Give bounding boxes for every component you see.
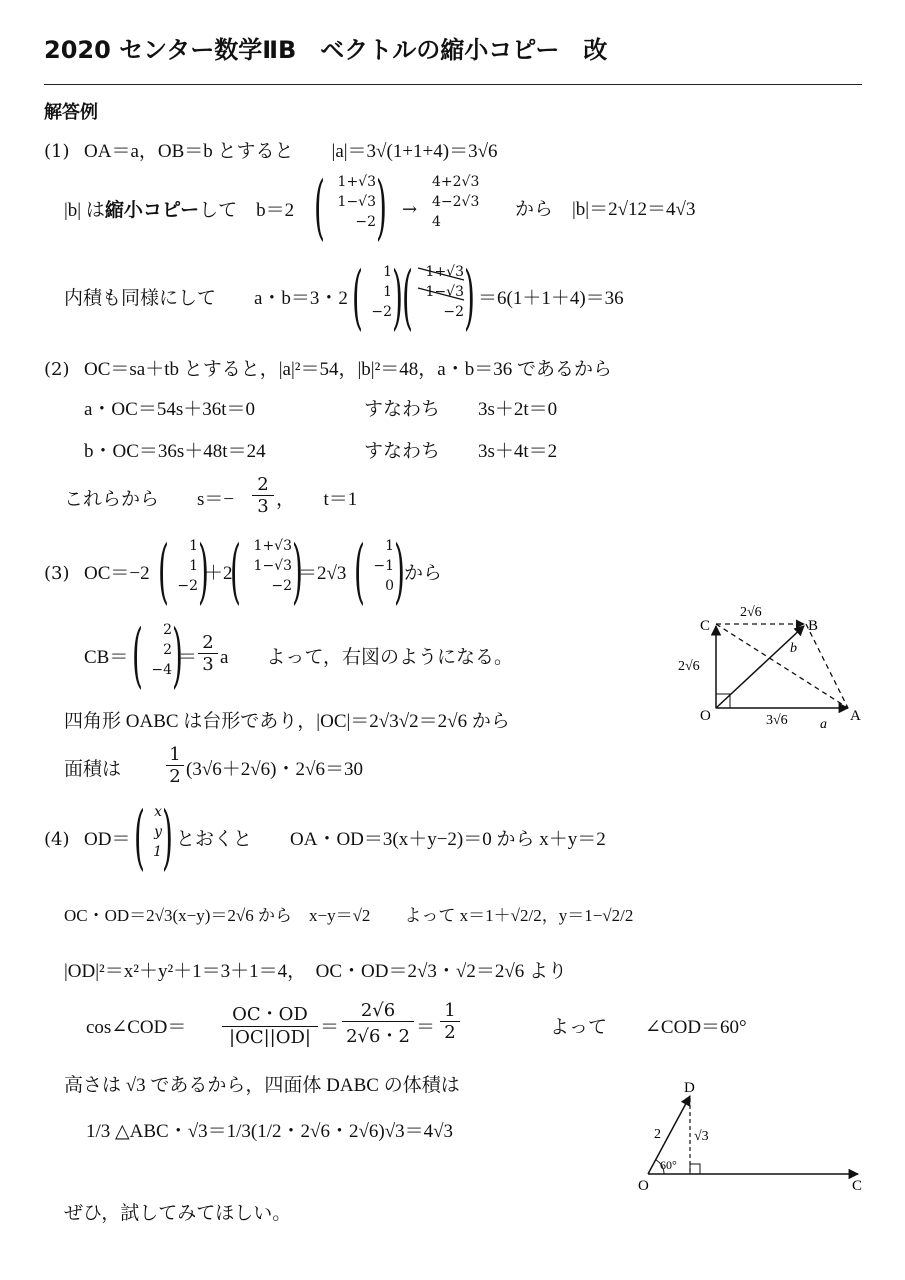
q4-cos-pre: cos∠COD＝ (86, 1017, 187, 1038)
q2-eq2: b・OC＝36s＋48t＝24 (84, 441, 266, 462)
q4-cos-frac3: 1 2 (440, 1000, 460, 1043)
angle-figure (630, 1076, 870, 1196)
q2-eq2b: すなわち 3s＋4t＝2 (364, 441, 558, 462)
strike-marks (414, 264, 474, 304)
trapezoid-figure (670, 596, 870, 736)
q1-line2c: から |b|＝2√12＝4√3 (515, 199, 696, 220)
edge-ca (716, 624, 848, 708)
q4-line1a: OD＝ (84, 829, 131, 850)
q2-label: (2) (44, 359, 70, 380)
label-c: C (700, 618, 711, 634)
q2-eq1: a・OC＝54s＋36t＝0 (84, 399, 256, 420)
q4-cos-mid: ＝ (320, 1017, 340, 1038)
height-label: √3 (694, 1129, 709, 1144)
q4-volume: 1/3 △ABC・√3＝1/3(1/2・2√6・2√6)√3＝4√3 (86, 1121, 454, 1142)
q4-line5: 高さは √3 であるから，四面体 DABC の体積は (64, 1075, 460, 1096)
page-title: 2020 センター数学ⅡB ベクトルの縮小コピー 改 (44, 36, 608, 64)
label-b: B (808, 618, 819, 634)
q3-half: 1 2 (166, 744, 184, 787)
edge-ob (716, 626, 804, 708)
vec-b-1: 1+√3 (337, 174, 376, 190)
closing-remark: ぜひ，試してみてほしい。 (64, 1203, 292, 1224)
q2-line1: OC＝sa＋tb とすると，|a|²＝54，|b|²＝48，a・b＝36 であるから (84, 359, 612, 380)
q4-line1b: とおくと OA・OD＝3(x＋y−2)＝0 から x＋y＝2 (176, 829, 606, 850)
q1-line3b: ＝6(1＋1＋4)＝36 (478, 288, 624, 309)
right-angle-mark-2 (690, 1164, 700, 1174)
scaled-1: 4+2√3 (432, 174, 480, 190)
q4-line2: OC・OD＝2√3(x−y)＝2√6 から x−y＝√2 よって x＝1＋√2/2，y＝1−√2/2 (64, 906, 634, 925)
length-oa: 3√6 (766, 713, 788, 728)
q4-label: (4) (44, 829, 70, 850)
answer-heading: 解答例 (44, 102, 98, 123)
q1-bold-term: 縮小コピー (104, 199, 200, 221)
label-o: O (700, 708, 711, 724)
label-c2: C (852, 1178, 863, 1194)
vec-b-2: 1−√3 (337, 194, 376, 210)
length-od: 2 (654, 1127, 661, 1142)
q2-result-pre: これらから s＝− (64, 489, 235, 510)
q4-cos-post: よって ∠COD＝60° (550, 1017, 747, 1038)
vec-a-2: 1 (383, 284, 392, 300)
q3-line2a: CB＝ (84, 647, 129, 668)
q2-result-post: ， t＝1 (276, 489, 358, 510)
label-a: A (850, 708, 861, 724)
q4-cos-frac2: 2√6 2√6・2 (342, 1000, 414, 1048)
length-cb: 2√6 (740, 605, 762, 620)
q1-line1: OA＝a，OB＝b とすると |a|＝3√(1+1+4)＝3√6 (84, 141, 498, 162)
q3-line4b: (3√6＋2√6)・2√6＝30 (186, 759, 363, 780)
vec-a-3: −2 (371, 304, 392, 320)
q3-label: (3) (44, 563, 70, 584)
q3-line1b: ＋2 (204, 563, 233, 584)
title-divider (44, 84, 862, 85)
q3-line4a: 面積は (64, 759, 122, 780)
q4-cos-frac: OC・OD |OC||OD| (222, 1000, 318, 1048)
q3-fraction: 2 3 (198, 632, 218, 675)
label-d: D (684, 1080, 695, 1096)
q3-line3: 四角形 OABC は台形であり，|OC|＝2√3√2＝2√6 から (64, 711, 510, 732)
q2-fraction: 2 3 (252, 474, 274, 517)
length-oc: 2√6 (678, 659, 700, 674)
q4-cos-eq: ＝ (416, 1017, 436, 1038)
q3-line1a: OC＝−2 (84, 563, 150, 584)
q1-scaled-vector (432, 172, 479, 232)
vec-b2-3: −2 (443, 304, 464, 320)
q1-arrow: → (402, 199, 418, 220)
angle-label: 60° (660, 1158, 677, 1172)
vec-b-3: −2 (355, 214, 376, 230)
q3-line2b: ＝ (178, 647, 198, 668)
vec-a-1: 1 (383, 264, 392, 280)
label-vec-b: b (790, 641, 797, 656)
q1-label: (1) (44, 141, 70, 162)
q4-line3: |OD|²＝x²＋y²＋1＝3＋1＝4， OC・OD＝2√3・√2＝2√6 より (64, 961, 568, 982)
vec-b2-1: 1+√3 (425, 264, 464, 280)
q3-line1c: ＝2√3 (298, 563, 347, 584)
edge-ba (806, 624, 848, 708)
label-vec-a: a (820, 717, 827, 732)
q3-line1d: から (404, 563, 443, 584)
scaled-2: 4−2√3 (432, 194, 480, 210)
q1-line3a: 内積も同様にして a・b＝3・2 (64, 288, 348, 309)
q1-line2a: |b| は縮小コピーして b＝2 (64, 199, 295, 221)
scaled-3: 4 (432, 214, 441, 230)
q3-line2c: a よって，右図のようになる。 (220, 647, 514, 668)
q2-eq1b: すなわち 3s＋2t＝0 (364, 399, 558, 420)
label-o2: O (638, 1178, 649, 1194)
vec-b2-2: 1−√3 (425, 284, 464, 300)
